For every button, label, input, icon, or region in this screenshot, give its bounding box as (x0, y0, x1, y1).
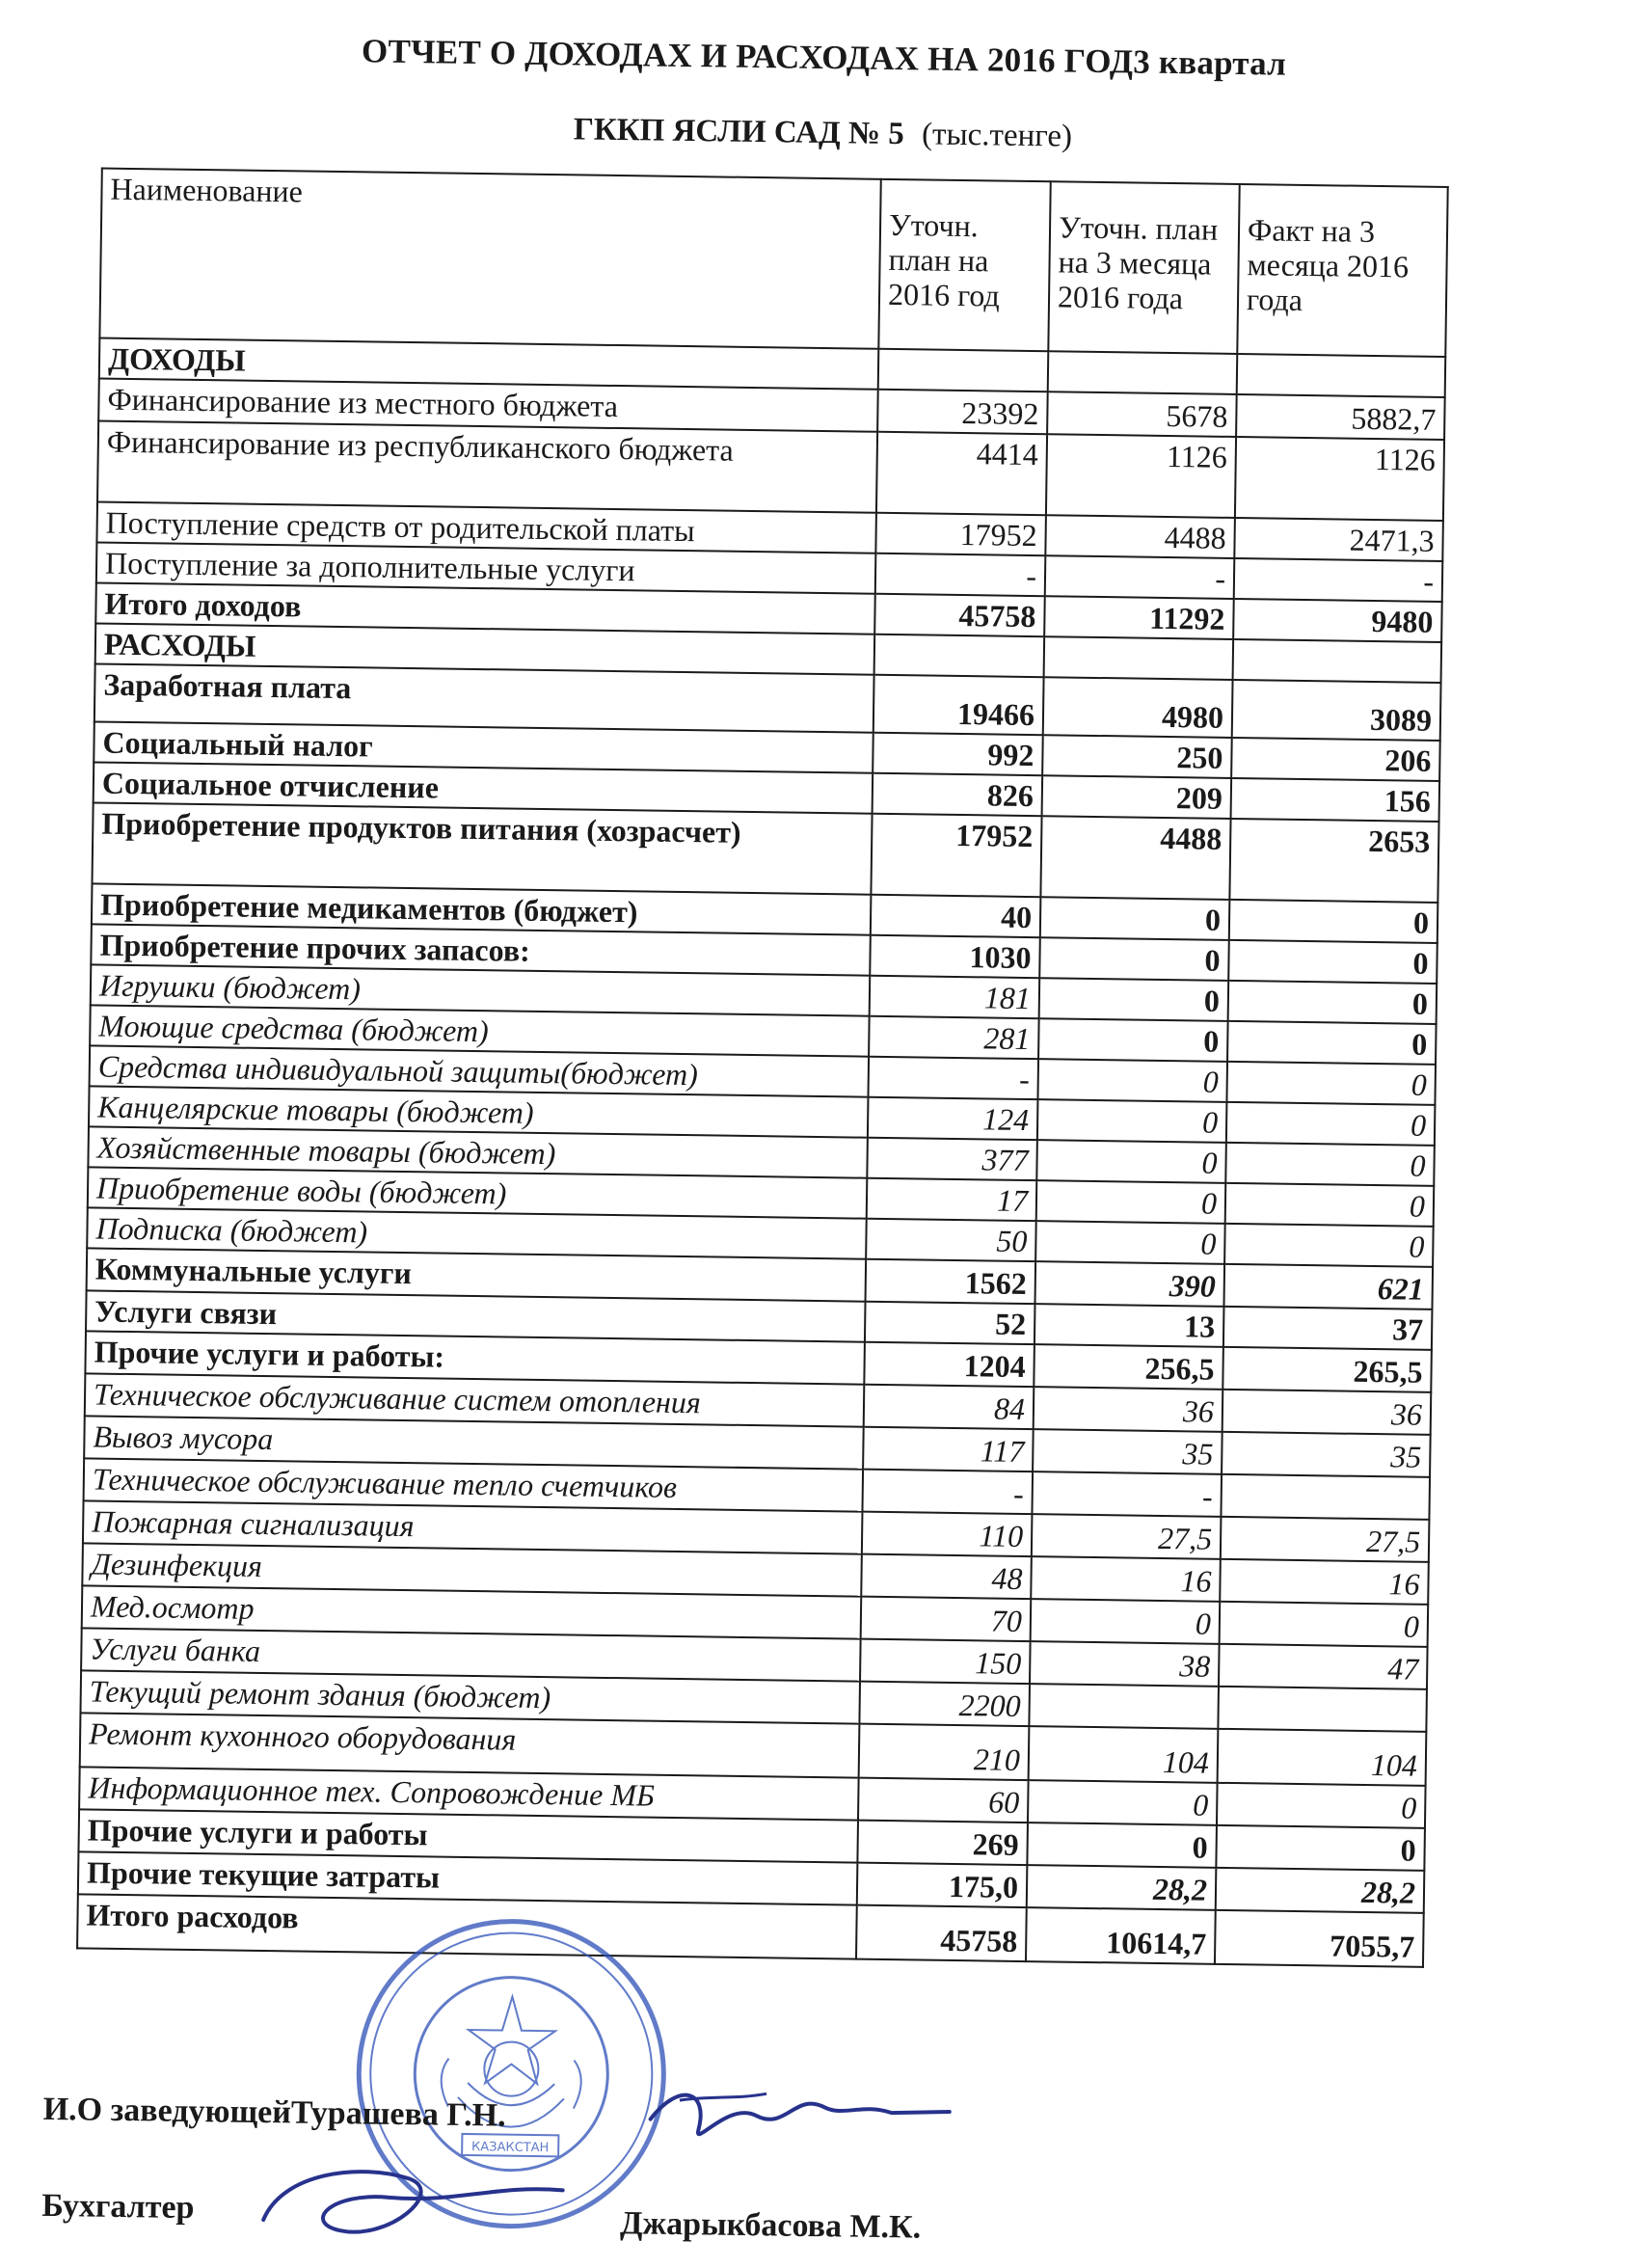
row-plan-3-months (1029, 1684, 1219, 1729)
row-name: РАСХОДЫ (95, 623, 875, 674)
row-name: Услуги связи (86, 1290, 866, 1341)
row-plan-year: 52 (865, 1302, 1035, 1344)
row-plan-3-months: 0 (1028, 1780, 1218, 1825)
row-plan-year: 150 (860, 1639, 1031, 1684)
row-fact-3-months: 28,2 (1216, 1868, 1425, 1913)
row-fact-3-months: 0 (1226, 1062, 1436, 1105)
row-name: Поступление средств от родительской платы (96, 501, 876, 553)
row-name: Приобретение прочих запасов: (91, 924, 871, 975)
head-signature-mark (640, 2062, 960, 2173)
row-plan-year: 124 (868, 1097, 1038, 1140)
row-fact-3-months: 3089 (1232, 680, 1441, 741)
row-plan-3-months: 4980 (1043, 677, 1233, 738)
row-name: Приобретение продуктов питания (хозрасчет) (92, 802, 872, 894)
row-plan-3-months (1048, 351, 1238, 394)
header-plan-3-months: Уточн. план на 3 месяца 2016 года (1048, 181, 1239, 354)
row-plan-3-months: 0 (1040, 897, 1230, 940)
row-name: Техническое обслуживание тепло счетчиков (84, 1458, 864, 1511)
row-plan-year: 1562 (866, 1259, 1036, 1304)
row-plan-3-months: 4488 (1045, 515, 1235, 558)
row-plan-year: 117 (863, 1427, 1034, 1472)
row-plan-3-months: 11292 (1044, 596, 1234, 639)
row-plan-3-months: 390 (1035, 1261, 1225, 1307)
header-fact-3-months: Факт на 3 месяца 2016 года (1237, 184, 1447, 357)
row-name: Социальный налог (94, 721, 873, 772)
row-plan-year: 110 (862, 1512, 1033, 1556)
report-title: ОТЧЕТ О ДОХОДАХ И РАСХОДАХ НА 2016 ГОД3 квартал (361, 32, 1287, 83)
row-fact-3-months: 27,5 (1221, 1517, 1430, 1562)
row-plan-3-months: 28,2 (1027, 1865, 1217, 1910)
row-fact-3-months: 0 (1217, 1783, 1426, 1828)
row-fact-3-months: - (1234, 558, 1443, 602)
row-name: Поступление за дополнительные услуги (96, 542, 876, 593)
row-plan-year: 84 (864, 1385, 1034, 1429)
row-plan-year: 17952 (875, 513, 1046, 555)
row-fact-3-months: 16 (1220, 1559, 1429, 1605)
row-fact-3-months: 7055,7 (1215, 1910, 1424, 1967)
row-name: Заработная плата (94, 663, 874, 732)
row-plan-3-months: 209 (1042, 775, 1232, 819)
row-plan-3-months: 36 (1034, 1387, 1223, 1432)
row-fact-3-months: 206 (1231, 738, 1440, 781)
row-plan-year (878, 349, 1049, 392)
row-name: Коммунальные услуги (87, 1248, 867, 1301)
row-fact-3-months (1233, 639, 1442, 683)
row-name: Социальное отчисление (94, 762, 873, 813)
row-fact-3-months: 1126 (1235, 437, 1444, 521)
row-plan-3-months: 10614,7 (1026, 1907, 1216, 1964)
row-plan-3-months: 0 (1037, 1059, 1227, 1102)
row-fact-3-months: 0 (1220, 1602, 1429, 1647)
row-name: Ремонт кухонного оборудования (80, 1713, 860, 1777)
row-plan-year: 1030 (870, 935, 1040, 978)
row-name: Вывоз мусора (84, 1416, 864, 1469)
row-plan-year: 2200 (859, 1682, 1030, 1726)
row-name: Прочие услуги и работы: (85, 1331, 865, 1384)
row-fact-3-months: 5882,7 (1236, 394, 1445, 440)
row-name: Приобретение медикаментов (бюджет) (92, 883, 872, 934)
row-fact-3-months (1221, 1474, 1430, 1520)
row-fact-3-months: 0 (1229, 900, 1438, 943)
row-name: Прочие услуги и работы (78, 1809, 858, 1862)
row-plan-3-months (1044, 636, 1234, 680)
row-plan-3-months: 35 (1033, 1429, 1223, 1474)
row-plan-3-months: 1126 (1046, 434, 1236, 518)
row-name: Прочие текущие затраты (78, 1851, 858, 1904)
row-plan-year: 4414 (876, 432, 1047, 515)
row-plan-3-months: 250 (1042, 735, 1232, 778)
row-plan-year: 175,0 (857, 1863, 1028, 1907)
row-fact-3-months: 621 (1223, 1264, 1433, 1310)
row-plan-year: 60 (858, 1778, 1029, 1822)
row-name: Финансирование из местного бюджета (98, 378, 878, 431)
organization-name: ГККП ЯСЛИ САД № 5 (573, 112, 905, 152)
row-plan-3-months: 0 (1036, 1140, 1226, 1183)
row-name: Итого расходов (77, 1894, 857, 1958)
row-plan-3-months: 0 (1036, 1180, 1226, 1224)
row-fact-3-months: 0 (1216, 1825, 1425, 1871)
row-name: Средства индивидуальной защиты(бюджет) (90, 1045, 870, 1096)
row-fact-3-months: 35 (1222, 1432, 1431, 1477)
row-fact-3-months: 0 (1224, 1224, 1434, 1267)
row-fact-3-months: 0 (1228, 940, 1437, 984)
row-name: Подписка (бюджет) (87, 1207, 867, 1258)
table-header-row (99, 169, 1447, 357)
row-plan-year: 17952 (871, 814, 1041, 897)
row-plan-3-months: 4488 (1040, 816, 1230, 900)
row-fact-3-months: 2471,3 (1234, 518, 1443, 561)
row-plan-year: 1204 (864, 1342, 1034, 1387)
row-plan-year: 210 (859, 1724, 1030, 1780)
row-plan-year: 269 (857, 1821, 1028, 1865)
row-plan-3-months: - (1032, 1472, 1222, 1517)
row-plan-year: 281 (869, 1016, 1039, 1059)
row-plan-3-months: 0 (1027, 1822, 1217, 1868)
row-fact-3-months: 36 (1223, 1390, 1432, 1435)
row-plan-year: - (862, 1470, 1033, 1514)
row-fact-3-months (1237, 354, 1446, 397)
row-fact-3-months: 2653 (1229, 819, 1438, 903)
row-fact-3-months: 0 (1228, 981, 1437, 1024)
stamp-text: КАЗАКСТАН (470, 2140, 550, 2156)
row-fact-3-months: 47 (1219, 1644, 1428, 1689)
row-plan-year: 40 (871, 895, 1041, 937)
row-plan-year: 17 (867, 1178, 1037, 1221)
row-plan-3-months: 27,5 (1032, 1514, 1222, 1559)
header-plan-year: Уточн. план на 2016 год (878, 179, 1050, 351)
row-name: Итого доходов (95, 582, 875, 634)
row-plan-3-months: - (1045, 555, 1235, 599)
row-name: Техническое обслуживание систем отопления (85, 1373, 865, 1426)
row-name: Информационное тех. Сопровождение МБ (79, 1767, 859, 1820)
row-plan-year: 377 (867, 1138, 1037, 1180)
row-plan-year: - (868, 1057, 1038, 1099)
row-fact-3-months: 37 (1223, 1307, 1433, 1350)
row-fact-3-months: 9480 (1233, 599, 1442, 642)
row-fact-3-months: 0 (1225, 1143, 1435, 1186)
row-plan-year: 50 (866, 1219, 1036, 1261)
row-name: Текущий ремонт здания (бюджет) (80, 1670, 860, 1723)
row-name: Игрушки (бюджет) (91, 964, 871, 1015)
row-plan-3-months: 38 (1030, 1641, 1220, 1687)
row-name: Мед.осмотр (82, 1585, 862, 1638)
row-name: Моющие средства (бюджет) (90, 1005, 870, 1056)
row-fact-3-months (1218, 1687, 1427, 1732)
row-fact-3-months: 265,5 (1223, 1347, 1432, 1392)
row-plan-year: 23392 (877, 390, 1048, 434)
row-name: Приобретение воды (бюджет) (88, 1167, 868, 1218)
row-name: Услуги банка (81, 1628, 861, 1681)
row-plan-year: 19466 (873, 675, 1044, 735)
header-name: Наименование (99, 169, 880, 349)
row-name: Дезинфекция (82, 1543, 862, 1596)
head-signature-label: И.О заведующейТурашева Г.Н. (42, 2091, 506, 2134)
row-plan-3-months: 256,5 (1034, 1344, 1223, 1390)
accountant-signature-label: Бухгалтер (41, 2187, 195, 2227)
row-plan-year: 45758 (874, 594, 1045, 636)
row-plan-3-months: 0 (1035, 1221, 1225, 1264)
accountant-name: Джарыкбасова М.К. (619, 2205, 922, 2246)
row-plan-3-months: 0 (1038, 1018, 1228, 1062)
row-plan-3-months: 104 (1029, 1726, 1219, 1783)
row-plan-3-months: 0 (1031, 1599, 1221, 1644)
row-plan-3-months: 0 (1039, 978, 1229, 1021)
row-plan-year: 70 (861, 1597, 1032, 1641)
row-name: Канцелярские товары (бюджет) (89, 1086, 869, 1137)
row-plan-3-months: 0 (1039, 937, 1229, 981)
row-fact-3-months: 0 (1226, 1102, 1436, 1146)
row-plan-3-months: 0 (1037, 1099, 1227, 1143)
row-plan-year: 45758 (856, 1905, 1027, 1961)
accountant-signature-mark (244, 2152, 611, 2254)
row-plan-year: 48 (861, 1554, 1032, 1599)
row-plan-year: - (875, 554, 1046, 596)
row-name: Хозяйственные товары (бюджет) (88, 1126, 868, 1177)
row-plan-year: 992 (873, 733, 1043, 775)
row-plan-year: 181 (870, 976, 1040, 1018)
row-name: Финансирование из республиканского бюджета (97, 420, 877, 512)
row-fact-3-months: 0 (1225, 1183, 1435, 1227)
row-plan-year (874, 634, 1045, 677)
unit-label: (тыс.тенге) (921, 117, 1073, 154)
row-plan-3-months: 13 (1034, 1304, 1224, 1347)
income-expense-table (76, 168, 1449, 1968)
row-fact-3-months: 156 (1231, 778, 1440, 822)
row-name: ДОХОДЫ (99, 338, 879, 390)
row-plan-3-months: 5678 (1047, 392, 1237, 437)
row-name: Пожарная сигнализация (83, 1500, 863, 1553)
row-plan-year: 826 (873, 773, 1043, 816)
row-fact-3-months: 0 (1227, 1021, 1437, 1065)
row-fact-3-months: 104 (1218, 1729, 1427, 1786)
report-subtitle (225, 107, 1420, 159)
row-plan-3-months: 16 (1031, 1556, 1221, 1602)
